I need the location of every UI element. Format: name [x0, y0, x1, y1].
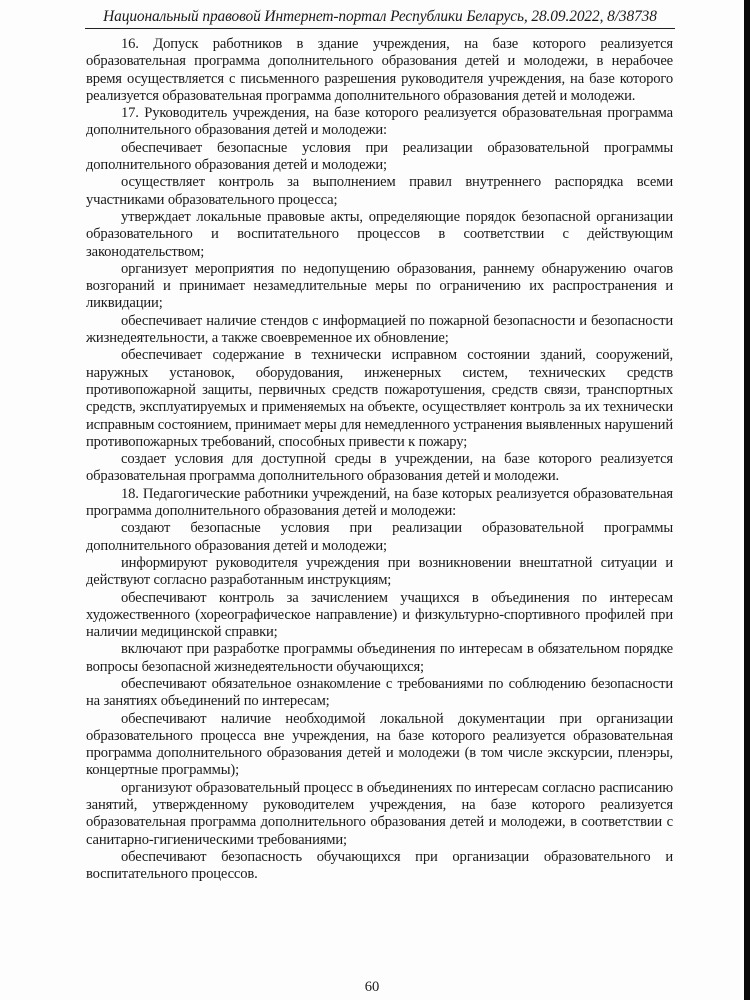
paragraph-18-item: организуют образовательный процесс в объединениях по интересам согласно расписанию занятий, утвержденному руководителем учреждения, на базе которого реализуется образовательная программа дополнительного образования детей и молодежи, в соответствии с санитарно-гигиеническими требованиями; — [86, 779, 673, 848]
paragraph-18-item: информируют руководителя учреждения при возникновении внештатной ситуации и действуют согласно разработанным инструкциям; — [86, 554, 673, 589]
paragraph-18-intro: 18. Педагогические работники учреждений, на базе которых реализуется образовательная программа дополнительного образования детей и молодежи: — [86, 485, 673, 520]
paragraph-18-item: создают безопасные условия при реализации образовательной программы дополнительного образования детей и молодежи; — [86, 520, 673, 554]
paragraph-17-item: создает условия для доступной среды в учреждении, на базе которого реализуется образовательная программа дополнительного образования детей и молодежи. — [86, 451, 673, 485]
paragraph-17-intro: 17. Руководитель учреждения, на базе которого реализуется образовательная программа дополнительного образования детей и молодежи: — [86, 105, 673, 139]
paragraph-17-item: осуществляет контроль за выполнением правил внутреннего распорядка всеми участниками образовательного процесса; — [86, 174, 673, 208]
paragraph-18-item: обеспечивают наличие необходимой локальной документации при организации образовательного процесса вне учреждения, на базе которого реализуется образовательная программа дополнительного образования детей и молодежи (в том числе экскурсии, пленэры, концертные программы); — [86, 710, 673, 779]
paragraph-17-item: обеспечивает содержание в технически исправном состоянии зданий, сооружений, наружных установок, оборудования, инженерных систем, технических средств противопожарной защиты, первичных средств пожаротушения, средств связи, транспортных средств, эксплуатируемых и применяемых на объекте, осуществляет контроль за их технически исправным состоянием, принимает меры для немедленного устранения выявленных нарушений противопожарных требований, способных привести к пожару; — [86, 347, 673, 450]
paragraph-17-item: обеспечивает безопасные условия при реализации образовательной программы дополнительного образования детей и молодежи; — [86, 139, 673, 174]
paragraph-17-item: обеспечивает наличие стендов с информацией по пожарной безопасности и безопасности жизнедеятельности, а также своевременное их обновление; — [86, 312, 673, 347]
right-edge-border — [744, 0, 750, 1000]
paragraph-18-item: обеспечивают безопасность обучающихся при организации образовательного и воспитательного процессов. — [86, 848, 673, 883]
document-body — [86, 36, 673, 884]
paragraph-17-item: организует мероприятия по недопущению образования, раннему обнаружению очагов возгораний и принимает незамедлительные меры по ограничению их распространения и ликвидации; — [86, 260, 673, 312]
paragraph-18-item: включают при разработке программы объединения по интересам в обязательном порядке вопросы безопасной жизнедеятельности обучающихся; — [86, 641, 673, 675]
paragraph-18-item: обеспечивают обязательное ознакомление с требованиями по соблюдению безопасности на занятиях объединений по интересам; — [86, 675, 673, 710]
page-number: 60 — [364, 979, 380, 995]
paragraph-17-item: утверждает локальные правовые акты, определяющие порядок безопасной организации образовательного и воспитательного процессов в соответствии с действующим законодательством; — [86, 208, 673, 260]
paragraph-18-item: обеспечивают контроль за зачислением учащихся в объединения по интересам художественного (хореографическое направление) и физкультурно-спортивного профилей при наличии медицинской справки; — [86, 589, 673, 641]
paragraph-16: 16. Допуск работников в здание учреждения, на базе которого реализуется образовательная программа дополнительного образования детей и молодежи, в нерабочее время осуществляется с письменного разрешения руководителя учреждения, на базе которого реализуется образовательная программа дополнительного образования детей и молодежи. — [86, 36, 673, 104]
page-header: Национальный правовой Интернет-портал Республики Беларусь, 28.09.2022, 8/38738 — [85, 6, 675, 29]
